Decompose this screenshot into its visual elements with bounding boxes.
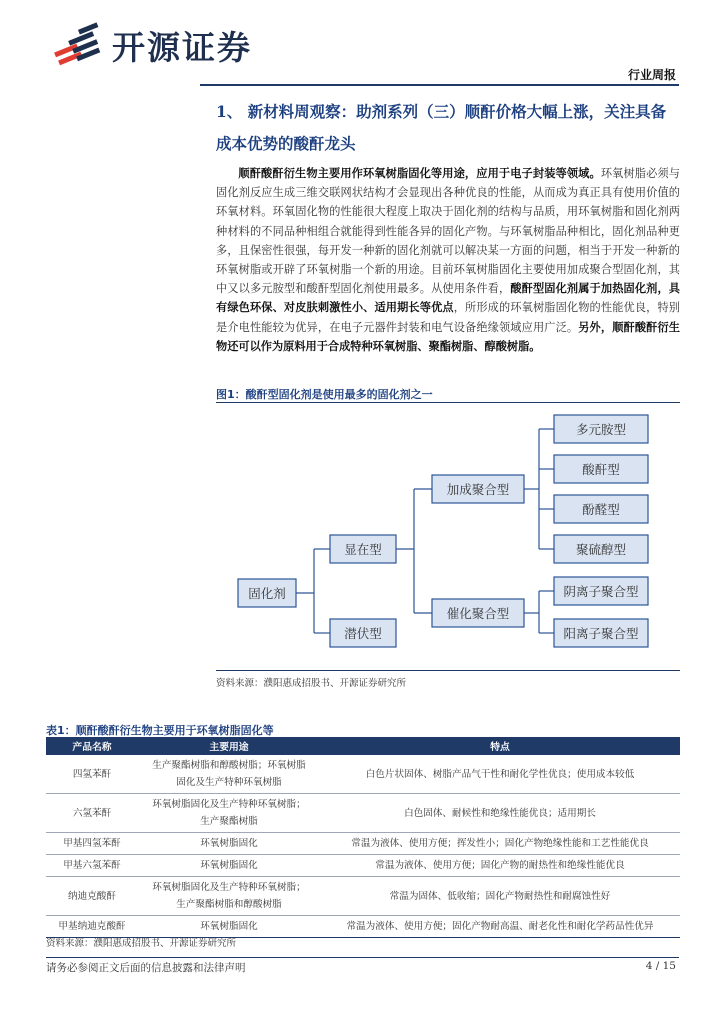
table-row bbox=[46, 794, 680, 833]
table-row bbox=[46, 855, 680, 877]
cell-use: 生产聚酯树脂和醇酸树脂；环氧树脂 固化及生产特种环氧树脂 bbox=[138, 755, 320, 794]
cell-name: 纳迪克酸酐 bbox=[46, 877, 138, 916]
node-anhydride: 酸酐型 bbox=[582, 462, 620, 477]
figure-bottom-rule bbox=[216, 670, 680, 671]
footer-disclaimer: 请务必参阅正文后面的信息披露和法律声明 bbox=[46, 962, 246, 974]
report-type-label: 行业周报 bbox=[627, 68, 676, 82]
cell-name: 甲基纳迪克酸酐 bbox=[46, 916, 138, 938]
cell-use: 环氧树脂固化 bbox=[138, 916, 320, 938]
node-polyamine: 多元胺型 bbox=[575, 422, 627, 437]
page-number: 4 / 15 bbox=[645, 960, 676, 972]
cell-name: 四氢苯酐 bbox=[46, 755, 138, 794]
table-title: 表1：顺酐酸酐衍生物主要用于环氧树脂固化等 bbox=[46, 724, 274, 737]
product-table bbox=[46, 737, 680, 938]
header-divider bbox=[200, 84, 679, 86]
cell-use: 环氧树脂固化及生产特种环氧树脂； 生产聚酯树脂 bbox=[138, 794, 320, 833]
body-text-a: 环氧树脂必须与固化剂反应生成三维交联网状结构才会显现出各种优良的性能，从而成为真正具有使用价值的环氧材料。环氧固化物的性能很大程度上取决于固化剂的结构与品质，用环氧树脂和固化剂两种材料的不同品种相组合就能得到性能各异的固化产物。与环氧树脂品种相比，固化剂品种更多，且保密性很强，每开发一种新的固化剂就可以解决某一方面的问题，相当于开发一种新的环氧树脂或开辟了环氧树脂一个新的用途。目前环氧树脂固化主要使用加成聚合型固化剂，其中又以多元胺型和酸酐型固化剂使用最多。从使用条件看， bbox=[216, 167, 680, 296]
section-title: 1、 新材料周观察：助剂系列（三）顺酐价格大幅上涨，关注具备成本优势的酸酐龙头 bbox=[216, 102, 667, 153]
table-header-row bbox=[46, 737, 680, 755]
cell-use: 环氧树脂固化 bbox=[138, 833, 320, 855]
cell-name: 甲基六氢苯酐 bbox=[46, 855, 138, 877]
node-polysulfide: 聚硫醇型 bbox=[575, 542, 627, 557]
body-bold-middle: 酸酐型固化剂属于加热固化剂，具有绿色环保、对皮肤刺激性小、适用期长等优点 bbox=[216, 281, 680, 315]
cell-feature: 常温为液体、使用方便；挥发性小；固化产物绝缘性能和工艺性能优良 bbox=[320, 833, 680, 855]
col-header-name: 产品名称 bbox=[46, 737, 138, 755]
figure-source: 资料来源：濮阳惠成招股书、开源证券研究所 bbox=[216, 678, 407, 689]
body-paragraph bbox=[216, 164, 680, 356]
node-anionic: 阴离子聚合型 bbox=[563, 584, 639, 599]
figure-title: 图1：酸酐型固化剂是使用最多的固化剂之一 bbox=[216, 388, 433, 401]
table-source: 资料来源：濮阳惠成招股书、开源证券研究所 bbox=[46, 938, 237, 949]
cell-feature: 白色片状固体、树脂产品气干性和耐化学性优良；使用成本较低 bbox=[320, 755, 680, 794]
body-bold-end: 另外，顺酐酸酐衍生物还可以作为原料用于合成特种环氧树脂、聚酯树脂、醇酸树脂。 bbox=[216, 319, 680, 353]
node-latent: 潜伏型 bbox=[344, 626, 382, 641]
node-phenolic: 酚醛型 bbox=[582, 502, 620, 517]
cell-use: 环氧树脂固化及生产特种环氧树脂； 生产聚酯树脂和醇酸树脂 bbox=[138, 877, 320, 916]
footer-divider bbox=[46, 957, 679, 958]
node-explicit: 显在型 bbox=[344, 542, 382, 557]
cell-feature: 常温为液体、使用方便；固化产物耐高温、耐老化性和耐化学药品性优异 bbox=[320, 916, 680, 938]
brand-name: 开源证券 bbox=[112, 28, 252, 67]
table-row bbox=[46, 755, 680, 794]
node-catalytic: 催化聚合型 bbox=[446, 606, 510, 621]
col-header-feature: 特点 bbox=[320, 737, 680, 755]
table-row bbox=[46, 833, 680, 855]
brand-logo-icon bbox=[52, 22, 104, 66]
cell-name: 甲基四氢苯酐 bbox=[46, 833, 138, 855]
body-text-b: ，所形成的环氧树脂固化物的性能优良，特别是介电性能较为优异，在电子元器件封装和电气设备绝缘领域应用广泛。 bbox=[216, 301, 680, 334]
node-root: 固化剂 bbox=[248, 586, 286, 601]
cell-feature: 常温为固体、低收缩；固化产物耐热性和耐腐蚀性好 bbox=[320, 877, 680, 916]
figure-top-rule bbox=[216, 402, 680, 403]
col-header-use: 主要用途 bbox=[138, 737, 320, 755]
cell-feature: 白色固体、耐候性和绝缘性能优良；适用期长 bbox=[320, 794, 680, 833]
table-row bbox=[46, 877, 680, 916]
curing-agent-tree-diagram bbox=[216, 406, 680, 666]
node-cationic: 阳离子聚合型 bbox=[563, 626, 639, 641]
cell-feature: 常温为液体、使用方便；固化产物的耐热性和绝缘性能优良 bbox=[320, 855, 680, 877]
cell-use: 环氧树脂固化 bbox=[138, 855, 320, 877]
cell-name: 六氢苯酐 bbox=[46, 794, 138, 833]
body-bold-lead: 顺酐酸酐衍生物主要用作环氧树脂固化等用途，应用于电子封装等领域。 bbox=[238, 166, 601, 180]
node-addition: 加成聚合型 bbox=[446, 482, 510, 497]
